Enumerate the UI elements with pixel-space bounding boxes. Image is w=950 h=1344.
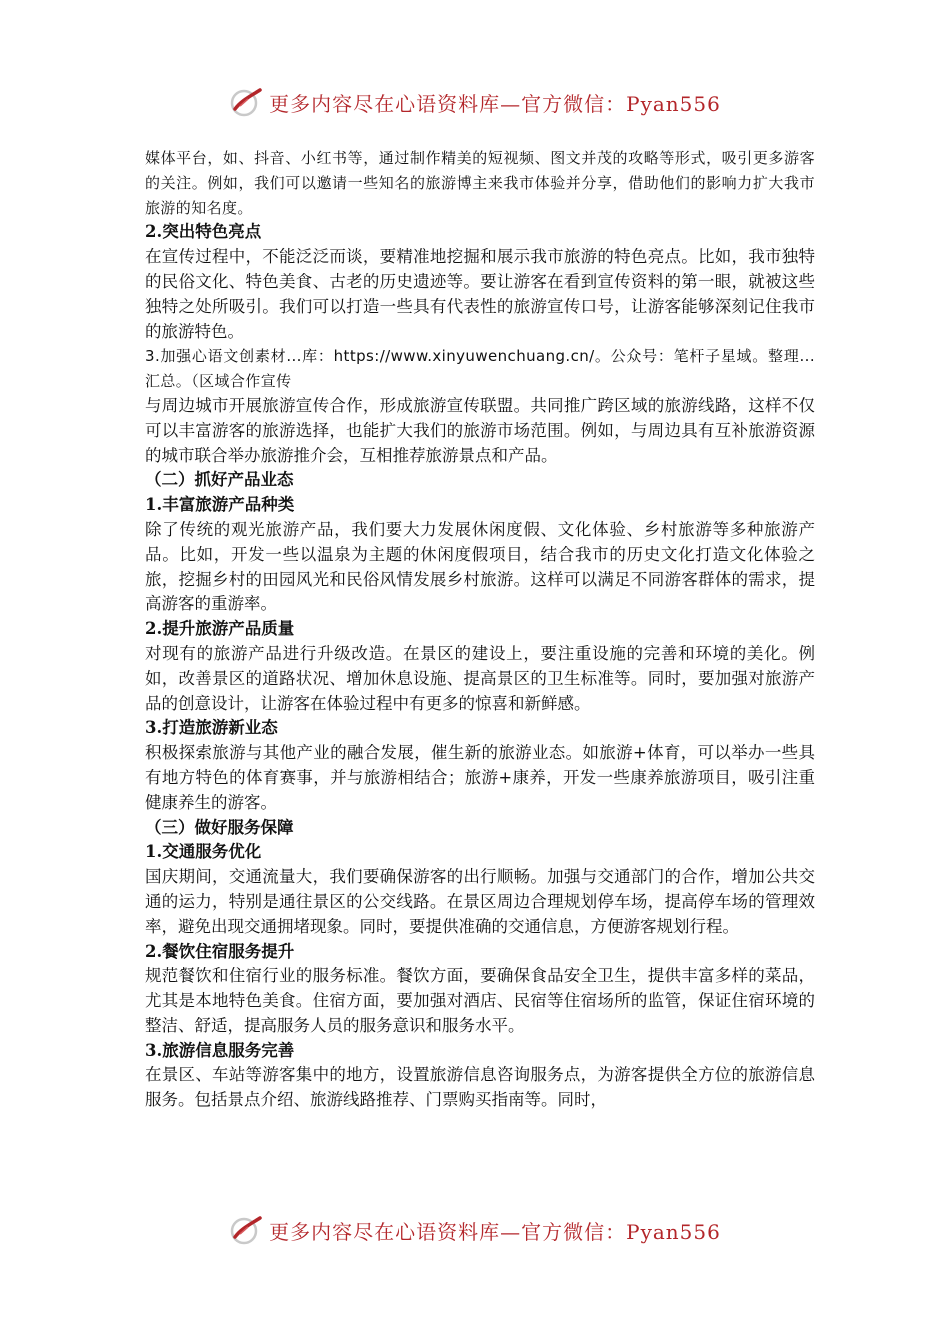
heading-section-2: （二）抓好产品业态: [145, 470, 294, 490]
paragraph-new-formats: 积极探索旅游与其他产业的融合发展，催生新的旅游业态。如旅游+体育，可以举办一些具有地方特色的体育赛事，并与旅游相结合；旅游+康养，开发一些康养旅游项目，吸引注重健康养生的游客。: [145, 743, 815, 812]
heading-highlight: 2.突出特色亮点: [145, 222, 262, 242]
heading-info-service: 3.旅游信息服务完善: [145, 1040, 295, 1060]
document-body: [145, 146, 815, 1113]
brush-logo-icon: [229, 85, 263, 119]
header-banner: [0, 82, 950, 122]
footer-banner-text: 更多内容尽在心语资料库—官方微信：Pyan556: [269, 1219, 721, 1244]
heading-quality: 2.提升旅游产品质量: [145, 619, 295, 639]
paragraph-region: 与周边城市开展旅游宣传合作，形成旅游宣传联盟。共同推广跨区域的旅游线路，这样不仅可以丰富游客的旅游选择，也能扩大我们的旅游市场范围。例如，与周边具有互补旅游资源的城市联合举办旅游推介会，互相推荐旅游景点和产品。: [145, 395, 815, 465]
paragraph-highlight: 在宣传过程中，不能泛泛而谈，要精准地挖掘和展示我市旅游的特色亮点。比如，我市独特的民俗文化、特色美食、古老的历史遗迹等。要让游客在看到宣传资料的第一眼，就被这些独特之处所吸引。我们可以打造一些具有代表性的旅游宣传口号，让游客能够深刻记住我市的旅游特色。: [145, 247, 815, 341]
heading-section-3: （三）做好服务保障: [145, 817, 294, 837]
heading-new-formats: 3.打造旅游新业态: [145, 718, 278, 738]
paragraph-quality: 对现有的旅游产品进行升级改造。在景区的建设上，要注重设施的完善和环境的美化。例如，改善景区的道路状况、增加休息设施、提高景区的卫生标准等。同时，要加强对旅游产品的创意设计，让游客在体验过程中有更多的惊喜和新鲜感。: [145, 643, 815, 713]
paragraph-info-service: 在景区、车站等游客集中的地方，设置旅游信息咨询服务点，为游客提供全方位的旅游信息服务。包括景点介绍、旅游线路推荐、门票购买指南等。同时，: [145, 1065, 815, 1110]
paragraph-food-lodging: 规范餐饮和住宿行业的服务标准。餐饮方面，要确保食品安全卫生，提供丰富多样的菜品，尤其是本地特色美食。住宿方面，要加强对酒店、民宿等住宿场所的监管，保证住宿环境的整洁、舒适，提高服务人员的服务意识和服务水平。: [145, 966, 815, 1035]
heading-traffic: 1.交通服务优化: [145, 842, 262, 862]
header-banner-text: 更多内容尽在心语资料库—官方微信：Pyan556: [269, 91, 721, 116]
brush-logo-icon: [229, 1213, 263, 1247]
heading-rich-products: 1.丰富旅游产品种类: [145, 495, 295, 515]
paragraph-rich-products: 除了传统的观光旅游产品，我们要大力发展休闲度假、文化体验、乡村旅游等多种旅游产品。比如，开发一些以温泉为主题的休闲度假项目，结合我市的历史文化打造文化体验之旅，挖掘乡村的田园风光和民俗风情发展乡村旅游。这样可以满足不同游客群体的需求，提高游客的重游率。: [145, 519, 815, 614]
heading-food-lodging: 2.餐饮住宿服务提升: [145, 941, 295, 961]
paragraph-watermark: 3.加强心语文创素材...库：https://www.xinyuwenchuang.cn/。公众号：笔杆子星域。整理...汇总。（区域合作宣传: [145, 347, 815, 391]
paragraph-traffic: 国庆期间，交通流量大，我们要确保游客的出行顺畅。加强与交通部门的合作，增加公共交通的运力，特别是通往景区的公交线路。在景区周边合理规划停车场，提高停车场的管理效率，避免出现交通拥堵现象。同时，要提供准确的交通信息，方便游客规划行程。: [145, 867, 815, 936]
footer-banner: [0, 1210, 950, 1250]
paragraph-media: 媒体平台，如、抖音、小红书等，通过制作精美的短视频、图文并茂的攻略等形式，吸引更多游客的关注。例如，我们可以邀请一些知名的旅游博主来我市体验并分享，借助他们的影响力扩大我市旅游的知名度。: [145, 149, 815, 217]
